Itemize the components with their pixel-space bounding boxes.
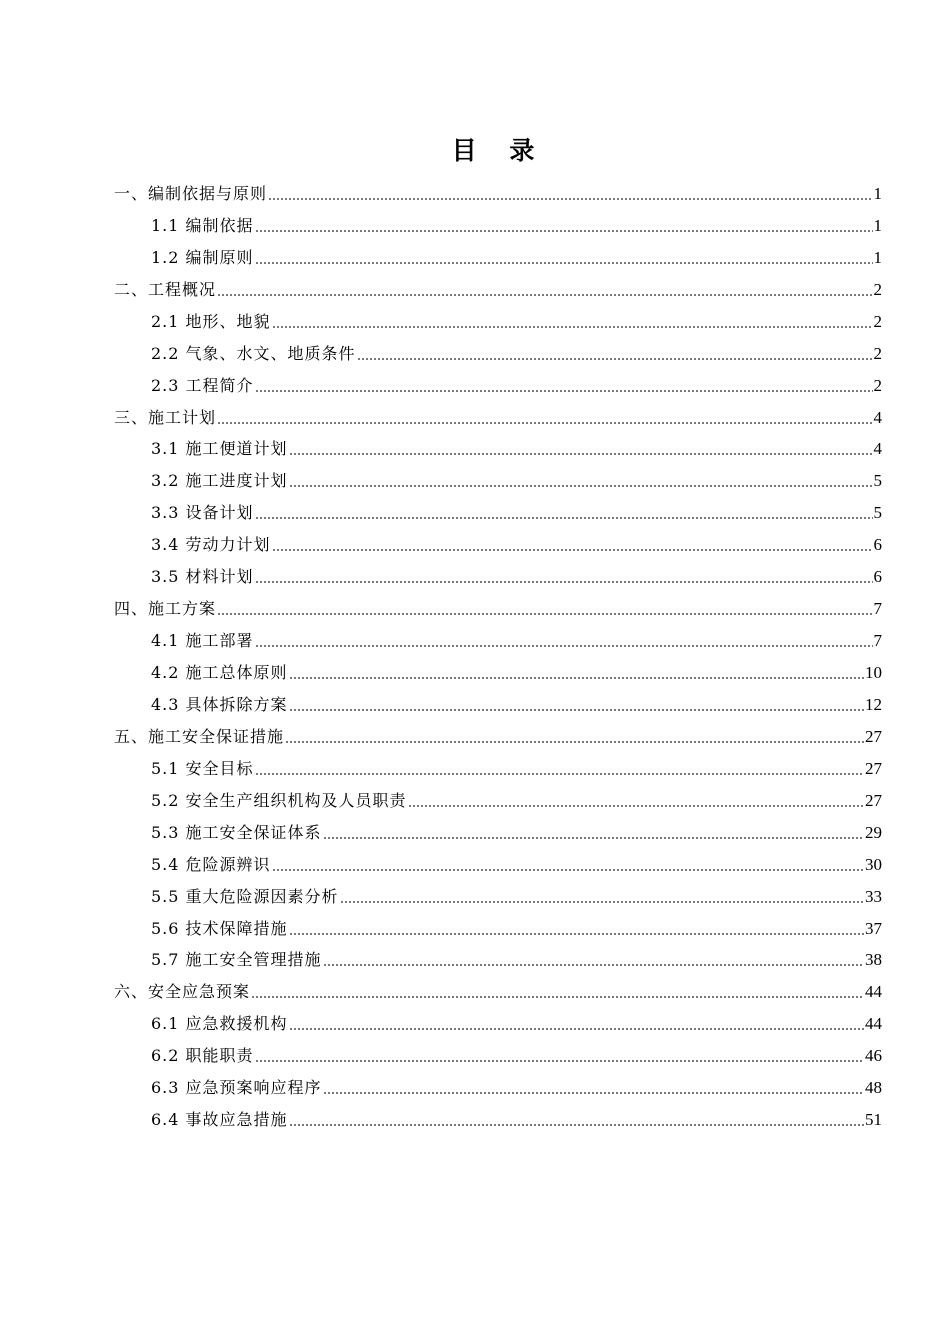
toc-dot-leader bbox=[289, 485, 873, 487]
toc-entry-label: 1.2 编制原则 bbox=[151, 247, 254, 267]
toc-page-number: 6 bbox=[873, 535, 882, 555]
toc-entry-label: 四、施工方案 bbox=[114, 599, 217, 619]
toc-dot-leader bbox=[255, 773, 864, 775]
toc-entry-label: 5.2 安全生产组织机构及人员职责 bbox=[151, 790, 407, 810]
toc-entry-label: 4.3 具体拆除方案 bbox=[151, 694, 288, 714]
toc-entry-label: 5.3 施工安全保证体系 bbox=[151, 822, 322, 842]
toc-entry-label: 六、安全应急预案 bbox=[114, 982, 251, 1002]
toc-entry-label: 5.1 安全目标 bbox=[151, 758, 254, 778]
toc-chapter-entry[interactable] bbox=[0, 402, 950, 434]
toc-entry-label: 5.4 危险源辨识 bbox=[151, 854, 271, 874]
toc-page-number: 51 bbox=[865, 1110, 882, 1130]
toc-section-entry[interactable] bbox=[0, 753, 950, 785]
toc-dot-leader bbox=[255, 1060, 864, 1062]
toc-dot-leader bbox=[357, 358, 873, 360]
toc-page-number: 6 bbox=[873, 567, 882, 587]
toc-entry-label: 4.2 施工总体原则 bbox=[151, 663, 288, 683]
toc-entry-label: 6.3 应急预案响应程序 bbox=[151, 1078, 322, 1098]
toc-dot-leader bbox=[285, 741, 864, 743]
toc-section-entry[interactable] bbox=[0, 881, 950, 913]
toc-entry-label: 二、工程概况 bbox=[114, 279, 217, 299]
toc-dot-leader bbox=[289, 1124, 864, 1126]
toc-page-number: 44 bbox=[865, 1014, 882, 1034]
toc-section-entry[interactable] bbox=[0, 625, 950, 657]
toc-dot-leader bbox=[323, 1092, 864, 1094]
toc-section-entry[interactable] bbox=[0, 657, 950, 689]
toc-section-entry[interactable] bbox=[0, 210, 950, 242]
toc-entry-label: 一、编制依据与原则 bbox=[114, 183, 268, 203]
toc-dot-leader bbox=[289, 453, 873, 455]
toc-entry-label: 6.2 职能职责 bbox=[151, 1046, 254, 1066]
table-of-contents bbox=[0, 178, 950, 1136]
toc-dot-leader bbox=[255, 581, 873, 583]
toc-entry-label: 2.2 气象、水文、地质条件 bbox=[151, 343, 356, 363]
toc-page-number: 33 bbox=[865, 886, 882, 906]
toc-dot-leader bbox=[272, 549, 873, 551]
toc-chapter-entry[interactable] bbox=[0, 593, 950, 625]
toc-dot-leader bbox=[408, 805, 864, 807]
toc-entry-label: 3.4 劳动力计划 bbox=[151, 535, 271, 555]
toc-section-entry[interactable] bbox=[0, 1072, 950, 1104]
toc-page-number: 2 bbox=[873, 343, 882, 363]
toc-entry-label: 5.7 施工安全管理措施 bbox=[151, 950, 322, 970]
toc-chapter-entry[interactable] bbox=[0, 274, 950, 306]
toc-page-number: 4 bbox=[873, 439, 882, 459]
toc-entry-label: 3.5 材料计划 bbox=[151, 567, 254, 587]
toc-dot-leader bbox=[289, 1028, 864, 1030]
toc-entry-label: 5.5 重大危险源因素分析 bbox=[151, 886, 339, 906]
toc-page-number: 2 bbox=[873, 279, 882, 299]
toc-section-entry[interactable] bbox=[0, 1008, 950, 1040]
toc-section-entry[interactable] bbox=[0, 1104, 950, 1136]
toc-section-entry[interactable] bbox=[0, 785, 950, 817]
toc-section-entry[interactable] bbox=[0, 945, 950, 977]
toc-section-entry[interactable] bbox=[0, 370, 950, 402]
toc-section-entry[interactable] bbox=[0, 242, 950, 274]
toc-dot-leader bbox=[323, 837, 864, 839]
toc-entry-label: 2.3 工程简介 bbox=[151, 375, 254, 395]
toc-dot-leader bbox=[340, 901, 864, 903]
toc-section-entry[interactable] bbox=[0, 1040, 950, 1072]
toc-page-number: 27 bbox=[865, 758, 882, 778]
toc-section-entry[interactable] bbox=[0, 434, 950, 466]
toc-page-number: 1 bbox=[873, 183, 882, 203]
toc-page-number: 37 bbox=[865, 918, 882, 938]
toc-dot-leader bbox=[255, 517, 873, 519]
toc-page-number: 48 bbox=[865, 1078, 882, 1098]
toc-entry-label: 5.6 技术保障措施 bbox=[151, 918, 288, 938]
toc-dot-leader bbox=[323, 964, 864, 966]
toc-page-number: 27 bbox=[865, 726, 882, 746]
toc-page-number: 2 bbox=[873, 311, 882, 331]
toc-section-entry[interactable] bbox=[0, 465, 950, 497]
toc-page-number: 5 bbox=[873, 503, 882, 523]
toc-chapter-entry[interactable] bbox=[0, 721, 950, 753]
toc-entry-label: 五、施工安全保证措施 bbox=[114, 726, 285, 746]
toc-page-number: 1 bbox=[873, 247, 882, 267]
toc-dot-leader bbox=[255, 390, 873, 392]
toc-section-entry[interactable] bbox=[0, 529, 950, 561]
toc-entry-label: 3.2 施工进度计划 bbox=[151, 471, 288, 491]
toc-page-number: 7 bbox=[873, 631, 882, 651]
toc-page-number: 10 bbox=[865, 663, 882, 683]
toc-section-entry[interactable] bbox=[0, 561, 950, 593]
toc-section-entry[interactable] bbox=[0, 817, 950, 849]
toc-entry-label: 2.1 地形、地貌 bbox=[151, 311, 271, 331]
toc-page-number: 2 bbox=[873, 375, 882, 395]
toc-page-number: 12 bbox=[865, 694, 882, 714]
toc-entry-label: 三、施工计划 bbox=[114, 407, 217, 427]
toc-dot-leader bbox=[272, 326, 873, 328]
toc-entry-label: 3.3 设备计划 bbox=[151, 503, 254, 523]
toc-section-entry[interactable] bbox=[0, 689, 950, 721]
toc-entry-label: 1.1 编制依据 bbox=[151, 215, 254, 235]
toc-entry-label: 6.1 应急救援机构 bbox=[151, 1014, 288, 1034]
toc-chapter-entry[interactable] bbox=[0, 178, 950, 210]
toc-chapter-entry[interactable] bbox=[0, 976, 950, 1008]
toc-page-number: 4 bbox=[873, 407, 882, 427]
toc-section-entry[interactable] bbox=[0, 497, 950, 529]
toc-entry-label: 6.4 事故应急措施 bbox=[151, 1110, 288, 1130]
page-title: 目 录 bbox=[451, 136, 547, 165]
toc-entry-label: 3.1 施工便道计划 bbox=[151, 439, 288, 459]
toc-page-number: 5 bbox=[873, 471, 882, 491]
toc-section-entry[interactable] bbox=[0, 849, 950, 881]
toc-dot-leader bbox=[251, 996, 864, 998]
toc-page-number: 38 bbox=[865, 950, 882, 970]
toc-dot-leader bbox=[272, 869, 864, 871]
toc-page-number: 1 bbox=[873, 215, 882, 235]
toc-entry-label: 4.1 施工部署 bbox=[151, 631, 254, 651]
toc-dot-leader bbox=[255, 645, 873, 647]
toc-page-number: 7 bbox=[873, 599, 882, 619]
toc-section-entry[interactable] bbox=[0, 338, 950, 370]
toc-dot-leader bbox=[217, 422, 872, 424]
toc-page-number: 30 bbox=[865, 854, 882, 874]
toc-dot-leader bbox=[268, 198, 872, 200]
toc-page-number: 44 bbox=[865, 982, 882, 1002]
toc-dot-leader bbox=[217, 613, 872, 615]
toc-page-number: 46 bbox=[865, 1046, 882, 1066]
toc-section-entry[interactable] bbox=[0, 306, 950, 338]
toc-page-number: 27 bbox=[865, 790, 882, 810]
toc-dot-leader bbox=[289, 677, 864, 679]
toc-dot-leader bbox=[255, 262, 873, 264]
toc-dot-leader bbox=[289, 709, 864, 711]
toc-dot-leader bbox=[289, 933, 864, 935]
toc-section-entry[interactable] bbox=[0, 913, 950, 945]
toc-dot-leader bbox=[255, 230, 873, 232]
toc-dot-leader bbox=[217, 294, 872, 296]
toc-page-number: 29 bbox=[865, 822, 882, 842]
